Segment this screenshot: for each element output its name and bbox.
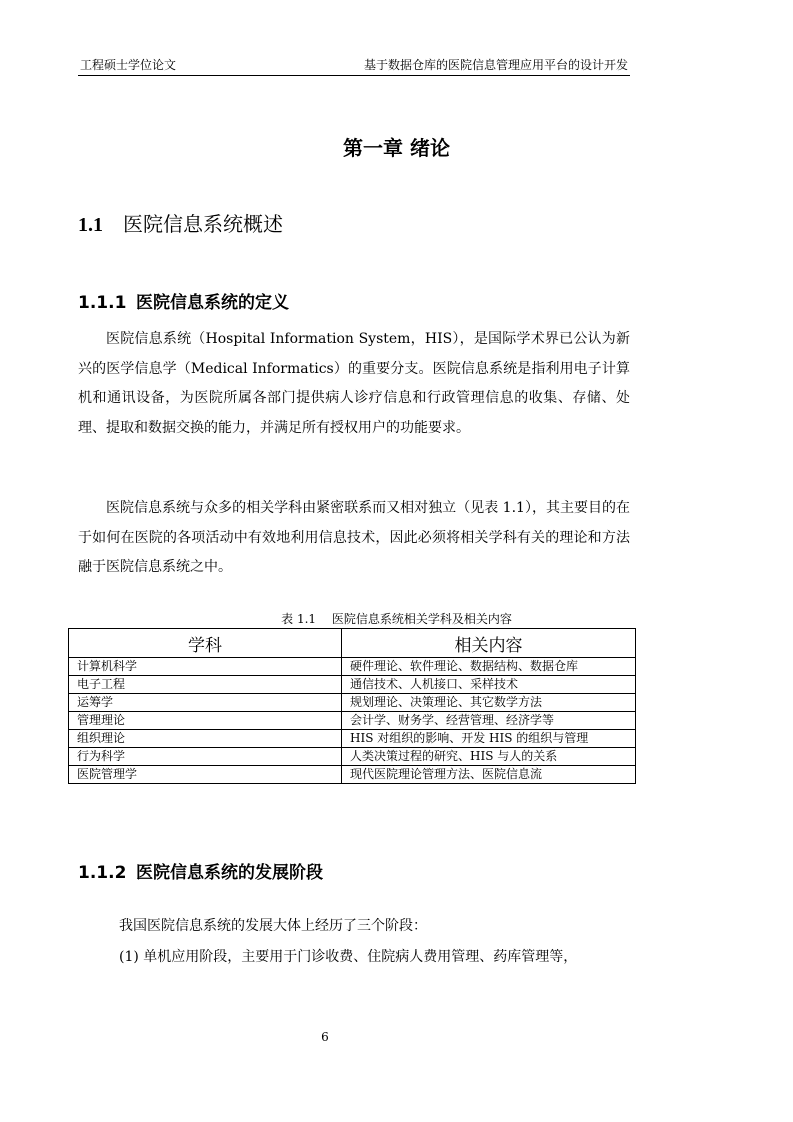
column-header-content: 相关内容 <box>342 629 636 658</box>
table-row <box>69 730 636 748</box>
subsection-heading-1-1-2 <box>78 858 323 883</box>
subsection-title: 医院信息系统的定义 <box>136 293 289 313</box>
table-cell: 硬件理论、软件理论、数据结构、数据仓库 <box>342 658 636 676</box>
table-row <box>69 676 636 694</box>
development-stage-item-1: (1) 单机应用阶段，主要用于门诊收费、住院病人费用管理、药库管理等， <box>119 949 578 965</box>
paragraph-his-related-disciplines: 医院信息系统与众多的相关学科由紧密联系而又相对独立（见表 1.1），其主要目的在于如何在医院的各项活动中有效地利用信息技术，因此必须将相关学科有关的理论和方法融于医院信息系统之中。 <box>78 500 630 575</box>
table-row <box>69 748 636 766</box>
table-cell: 人类决策过程的研究、HIS 与人的关系 <box>342 748 636 766</box>
table-row <box>69 712 636 730</box>
table-header-row <box>69 629 636 658</box>
table-cell: 通信技术、人机接口、采样技术 <box>342 676 636 694</box>
table-cell: 行为科学 <box>69 748 342 766</box>
section-heading-1-1 <box>78 208 283 237</box>
table-cell: 医院管理学 <box>69 766 342 784</box>
chapter-title: 第一章 绪论 <box>343 136 450 160</box>
subsection-number: 1.1.2 <box>78 863 127 883</box>
page-number: 6 <box>321 1030 329 1044</box>
running-header-right: 基于数据仓库的医院信息管理应用平台的设计开发 <box>363 58 628 72</box>
table-cell: 组织理论 <box>69 730 342 748</box>
header-rule <box>78 75 630 76</box>
table-cell: 电子工程 <box>69 676 342 694</box>
subsection-heading-1-1-1 <box>78 288 289 313</box>
related-disciplines-table <box>68 628 636 784</box>
table-row <box>69 694 636 712</box>
table-cell: 管理理论 <box>69 712 342 730</box>
section-number: 1.1 <box>78 214 103 236</box>
section-title: 医院信息系统概述 <box>123 212 283 236</box>
table-cell: 规划理论、决策理论、其它数学方法 <box>342 694 636 712</box>
table-cell: 会计学、财务学、经营管理、经济学等 <box>342 712 636 730</box>
table-cell: 计算机科学 <box>69 658 342 676</box>
table-row <box>69 658 636 676</box>
table-cell: 运筹学 <box>69 694 342 712</box>
table-caption: 表 1.1 医院信息系统相关学科及相关内容 <box>281 612 512 626</box>
table-row <box>69 766 636 784</box>
subsection-title: 医院信息系统的发展阶段 <box>136 863 323 883</box>
subsection-number: 1.1.1 <box>78 293 127 313</box>
table-cell: 现代医院理论管理方法、医院信息流 <box>342 766 636 784</box>
development-stages-intro: 我国医院信息系统的发展大体上经历了三个阶段： <box>119 918 427 934</box>
paragraph-his-definition: 医院信息系统（Hospital Information System，HIS），是国际学术界已公认为新兴的医学信息学（Medical Informatics）的重要分支。医院信息系统是指利用电子计算机和通讯设备，为医院所属各部门提供病人诊疗信息和行政管理信息的收集、存储、处理、提取和数据交换的能力，并满足所有授权用户的功能要求。 <box>78 331 630 436</box>
running-header-left: 工程硕士学位论文 <box>80 58 177 72</box>
table-cell: HIS 对组织的影响、开发 HIS 的组织与管理 <box>342 730 636 748</box>
column-header-discipline: 学科 <box>69 629 342 658</box>
